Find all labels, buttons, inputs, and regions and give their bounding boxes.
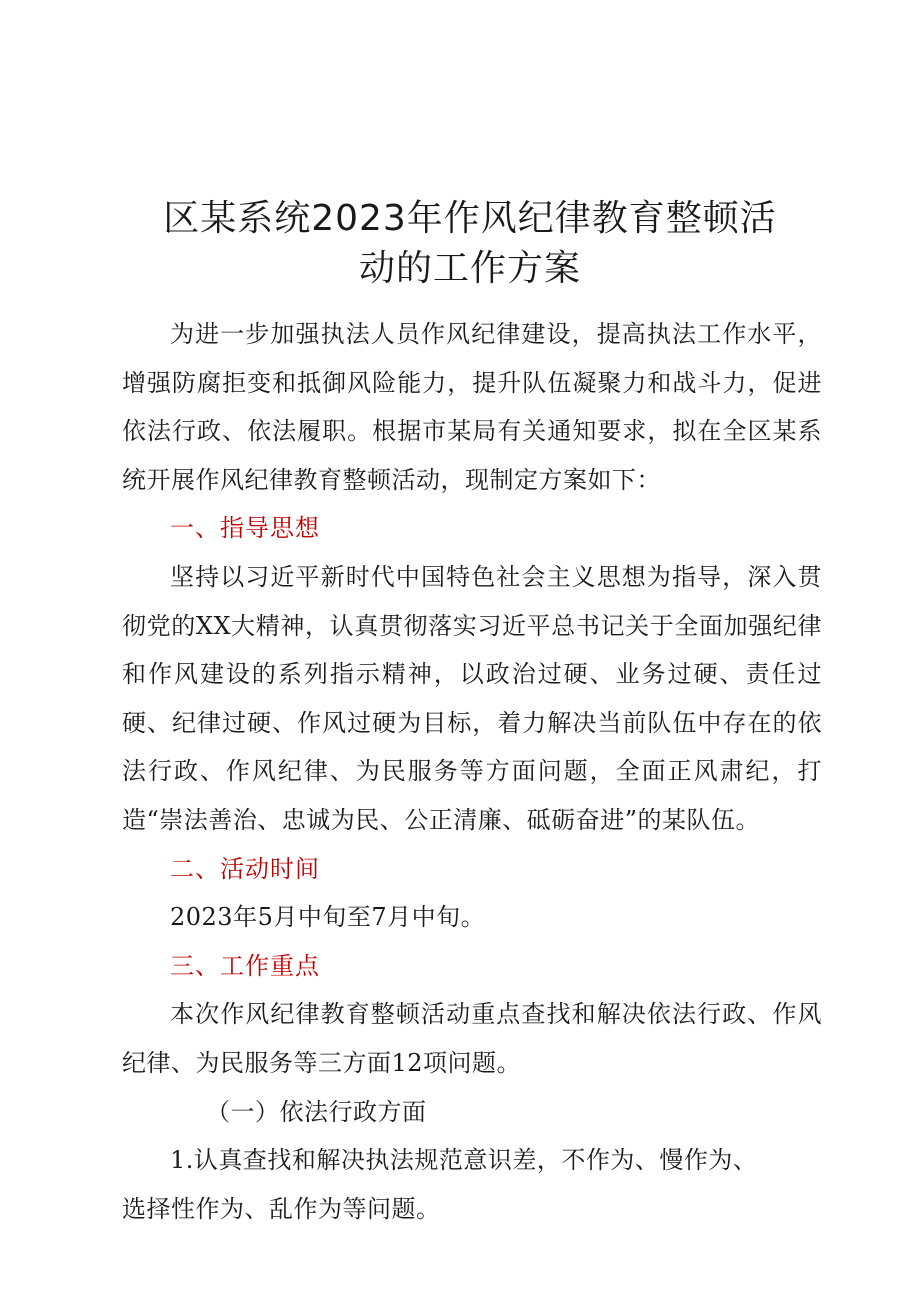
list-item-1: 1.认真查找和解决执法规范意识差，不作为、慢作为、选择性作为、乱作为等问题。	[122, 1146, 758, 1223]
section-text-activity-time: 2023年5月中旬至7月中旬。	[170, 903, 486, 932]
section-heading-work-focus: 三、工作重点	[170, 951, 320, 980]
document-title-line-2: 动的工作方案	[358, 248, 581, 289]
intro-paragraph: 为进一步加强执法人员作风纪律建设，提高执法工作水平，增强防腐拒变和抵御风险能力，提升队伍凝聚力和战斗力，促进依法行政、依法履职。根据市某局有关通知要求，拟在全区某系统开展作风纪律教育整顿活动，现制定方案如下：	[122, 320, 822, 494]
document-title-line-1: 区某系统2023年作风纪律教育整顿活	[163, 198, 777, 239]
section-heading-guiding-ideology: 一、指导思想	[170, 514, 320, 543]
section-heading-activity-time: 二、活动时间	[170, 854, 320, 883]
section-text-work-focus: 本次作风纪律教育整顿活动重点查找和解决依法行政、作风纪律、为民服务等三方面12项问题。	[122, 1000, 822, 1077]
document-body	[122, 310, 822, 1233]
subsection-heading-law-administration: （一）依法行政方面	[206, 1097, 427, 1126]
section-text-guiding-ideology: 坚持以习近平新时代中国特色社会主义思想为指导，深入贯彻党的XX大精神，认真贯彻落实习近平总书记关于全面加强纪律和作风建设的系列指示精神，以政治过硬、业务过硬、责任过硬、纪律过硬、作风过硬为目标，着力解决当前队伍中存在的依法行政、作风纪律、为民服务等方面问题，全面正风肃纪，打造“崇法善治、忠诚为民、公正清廉、砥砺奋进”的某队伍。	[122, 562, 822, 834]
